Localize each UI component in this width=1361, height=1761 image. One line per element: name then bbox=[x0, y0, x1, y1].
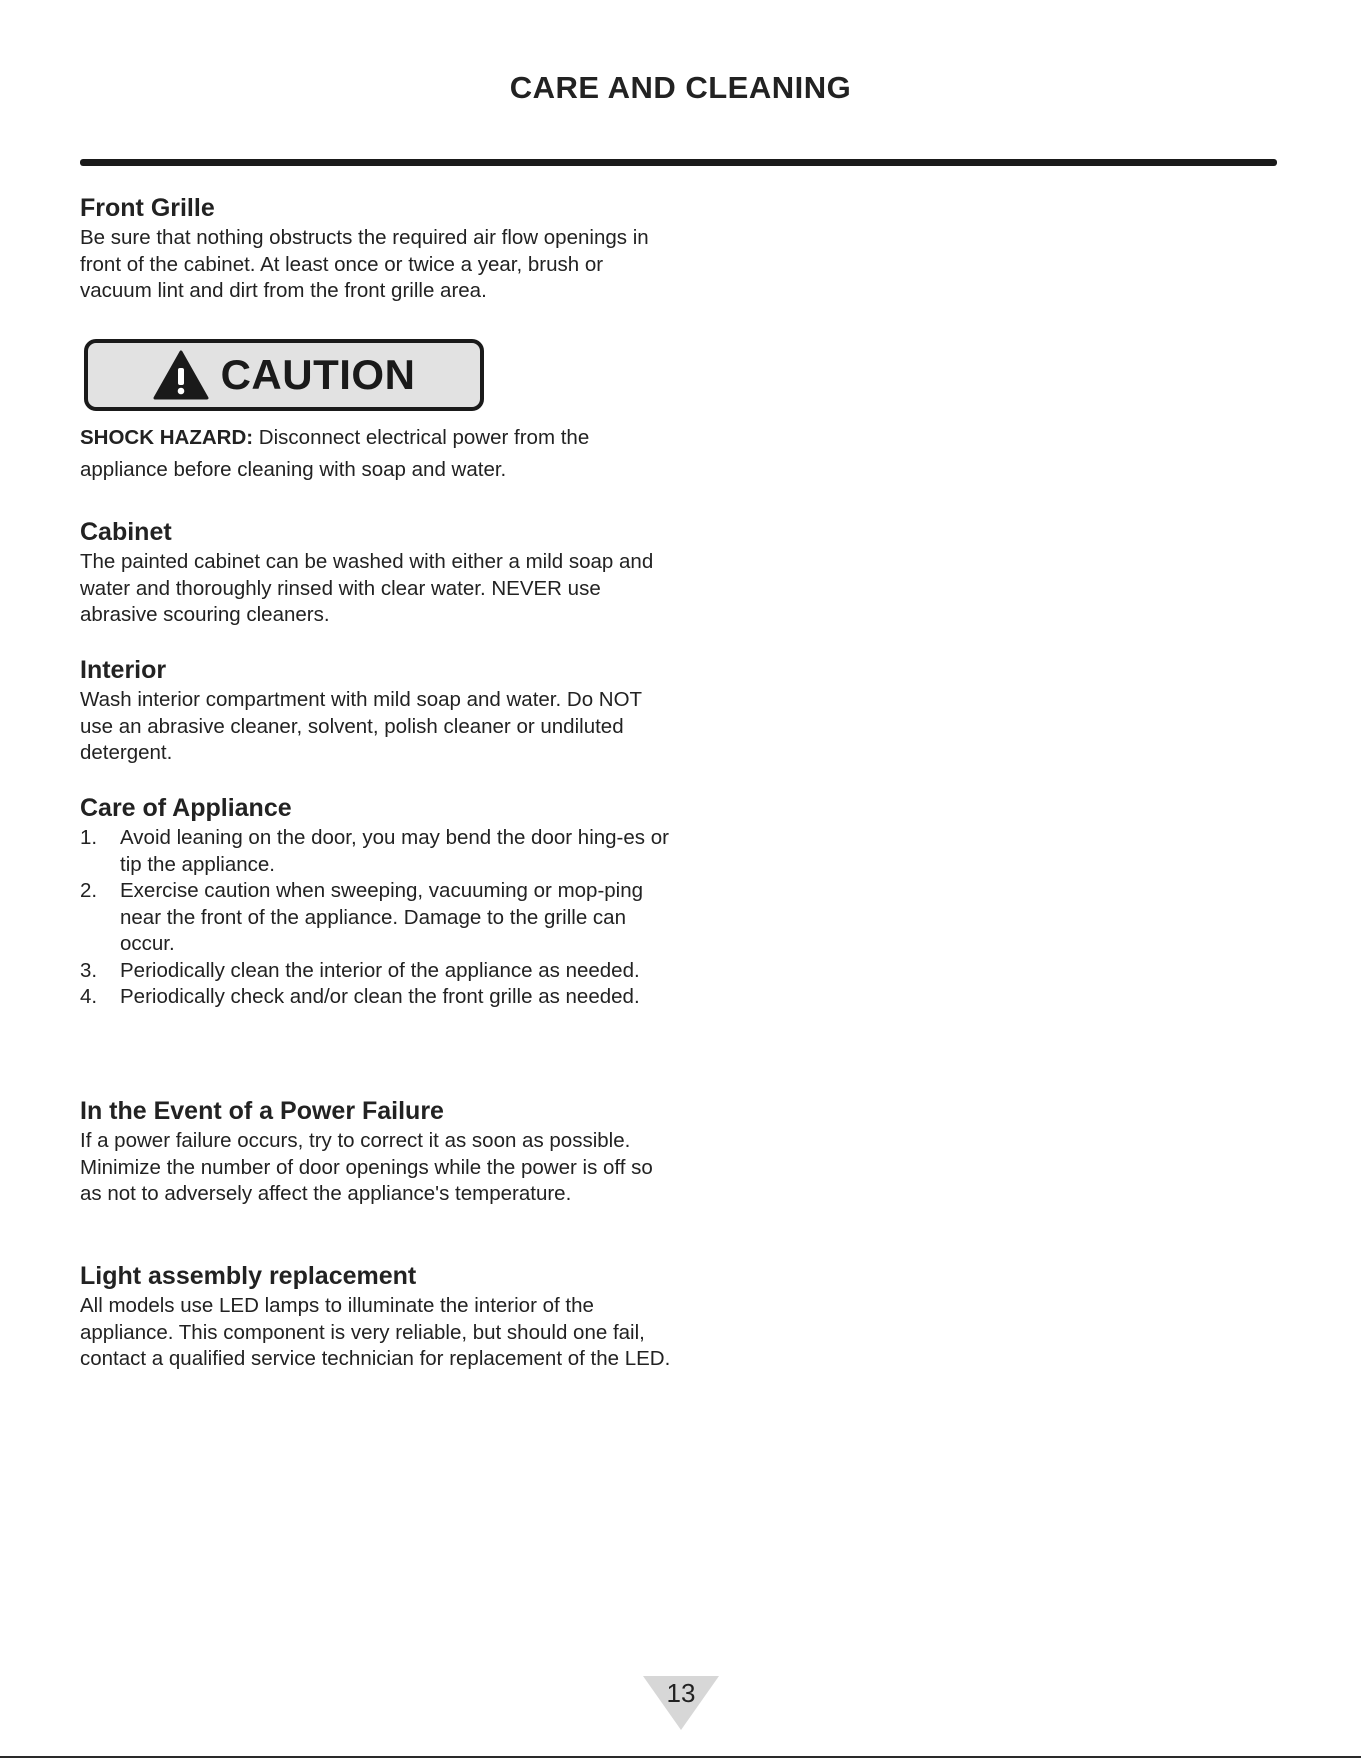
list-text: Periodically clean the interior of the appliance as needed. bbox=[120, 958, 640, 982]
section-body: All models use LED lamps to illuminate the interior of the appliance. This component is very reliable, but should one fail, contact a qualified service technician for replacement of the LED. bbox=[80, 1294, 671, 1370]
section-body: Wash interior compartment with mild soap and water. Do NOT use an abrasive cleaner, solvent, polish cleaner or undiluted detergent. bbox=[80, 688, 642, 764]
section-cabinet bbox=[80, 517, 680, 629]
list-item bbox=[80, 958, 680, 985]
list-number: 4. bbox=[80, 985, 98, 1008]
section-light-assembly bbox=[80, 1261, 680, 1373]
page-number: 13 bbox=[666, 1678, 696, 1708]
section-heading: Care of Appliance bbox=[80, 794, 292, 822]
section-interior bbox=[80, 655, 680, 767]
section-front-grille bbox=[80, 193, 680, 305]
list-text: Avoid leaning on the door, you may bend the door hing-es or tip the appliance. bbox=[120, 826, 669, 876]
section-heading: Light assembly replacement bbox=[80, 1262, 417, 1290]
section-heading: Interior bbox=[80, 656, 167, 684]
warning-triangle-icon bbox=[153, 350, 209, 400]
page-title: CARE AND CLEANING bbox=[509, 70, 852, 105]
caution-banner bbox=[84, 339, 484, 411]
list-number: 3. bbox=[80, 958, 98, 982]
list-text: Exercise caution when sweeping, vacuuming or mop-ping near the front of the appliance. Damage to the grille can occur. bbox=[120, 879, 644, 955]
section-body: If a power failure occurs, try to correct it as soon as possible. Minimize the number of door openings while the power is off so as not to adversely affect the appliance's temperature. bbox=[80, 1129, 653, 1205]
care-list bbox=[80, 825, 680, 1011]
section-body: The painted cabinet can be washed with either a mild soap and water and thoroughly rinsed with clear water. NEVER use abrasive scouring cleaners. bbox=[80, 550, 654, 626]
section-heading: In the Event of a Power Failure bbox=[80, 1097, 444, 1125]
list-item bbox=[80, 825, 680, 878]
list-item bbox=[80, 878, 680, 958]
section-heading: Front Grille bbox=[80, 194, 215, 222]
caution-label: CAUTION bbox=[220, 351, 416, 398]
list-number: 2. bbox=[80, 879, 98, 902]
hazard-text: Disconnect electrical power from the appliance before cleaning with soap and water. bbox=[80, 426, 590, 481]
page-number-marker bbox=[643, 1676, 719, 1730]
list-item bbox=[80, 984, 680, 1011]
hazard-label: SHOCK HAZARD: bbox=[80, 426, 254, 449]
list-number: 1. bbox=[80, 826, 98, 849]
section-power-failure bbox=[80, 1096, 680, 1208]
section-care-of-appliance bbox=[80, 793, 680, 1011]
header-rule bbox=[80, 159, 1277, 166]
section-body: Be sure that nothing obstructs the required air flow openings in front of the cabinet. At least once or twice a year, brush or vacuum lint and dirt from the front grille area. bbox=[80, 226, 649, 302]
shock-hazard-notice bbox=[80, 422, 680, 486]
bottom-border bbox=[0, 1756, 1361, 1758]
section-heading: Cabinet bbox=[80, 518, 172, 546]
list-text: Periodically check and/or clean the front grille as needed. bbox=[120, 985, 640, 1008]
